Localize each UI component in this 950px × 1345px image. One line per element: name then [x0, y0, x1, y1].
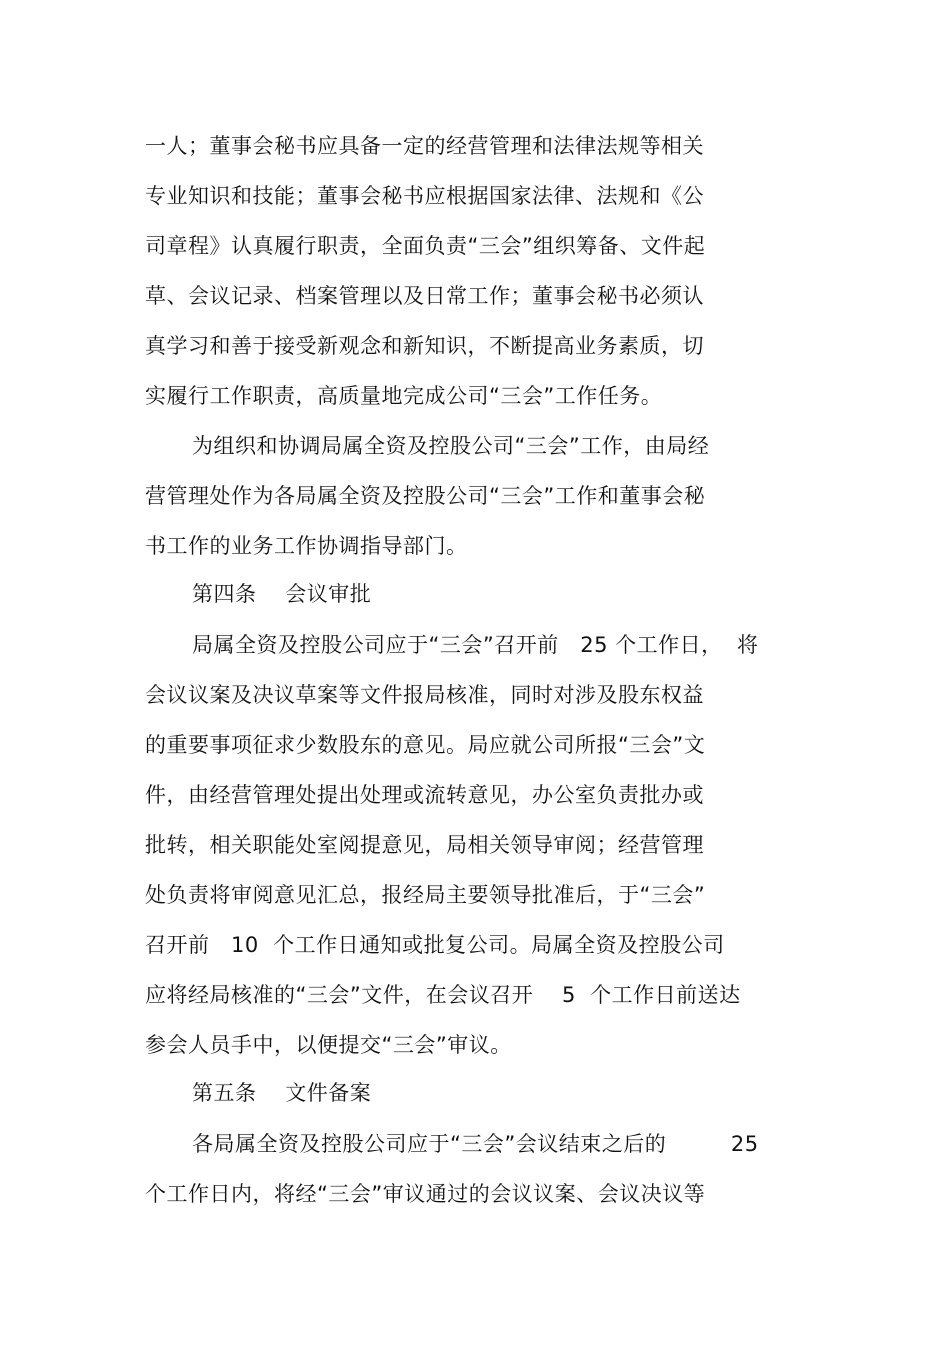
paragraph-line: 各局属全资及控股公司应于“三会”会议结束之后的 25: [192, 1132, 759, 1156]
paragraph-line: 书工作的业务工作协调指导部门。: [145, 534, 468, 558]
paragraph-line: 个工作日内，将经“三会”审议通过的会议议案、会议决议等: [145, 1182, 706, 1206]
paragraph-line: 件，由经营管理处提出处理或流转意见，办公室负责批办或: [145, 783, 704, 807]
paragraph-line: 的重要事项征求少数股东的意见。局应就公司所报“三会”文: [145, 733, 706, 757]
article-heading: 第五条 文件备案: [192, 1081, 372, 1105]
paragraph-line: 草、会议记录、档案管理以及日常工作；董事会秘书必须认: [145, 284, 704, 308]
paragraph-line: 营管理处作为各局属全资及控股公司“三会”工作和董事会秘: [145, 484, 706, 508]
paragraph-line: 批转，相关职能处室阅提意见，局相关领导审阅；经营管理: [145, 833, 704, 857]
paragraph-line: 专业知识和技能；董事会秘书应根据国家法律、法规和《公: [145, 184, 704, 208]
paragraph-line: 真学习和善于接受新观念和新知识，不断提高业务素质，切: [145, 334, 704, 358]
paragraph-line: 一人；董事会秘书应具备一定的经营管理和法律法规等相关: [145, 134, 704, 158]
paragraph-line: 局属全资及控股公司应于“三会”召开前 25 个工作日， 将: [192, 633, 759, 657]
paragraph-line: 司章程》认真履行职责，全面负责“三会”组织筹备、文件起: [145, 234, 706, 258]
paragraph-line: 参会人员手中，以便提交“三会”审议。: [145, 1033, 512, 1057]
paragraph-line: 实履行工作职责，高质量地完成公司“三会”工作任务。: [145, 384, 663, 408]
paragraph-line: 为组织和协调局属全资及控股公司“三会”工作，由局经: [192, 434, 710, 458]
paragraph-line: 会议议案及决议草案等文件报局核准，同时对涉及股东权益: [145, 683, 704, 707]
paragraph-line: 应将经局核准的“三会”文件，在会议召开 5 个工作日前送达: [145, 983, 741, 1007]
paragraph-line: 召开前 10 个工作日通知或批复公司。局属全资及控股公司: [145, 933, 725, 957]
paragraph-line: 处负责将审阅意见汇总，报经局主要领导批准后，于“三会”: [145, 883, 706, 907]
article-heading: 第四条 会议审批: [192, 582, 372, 606]
